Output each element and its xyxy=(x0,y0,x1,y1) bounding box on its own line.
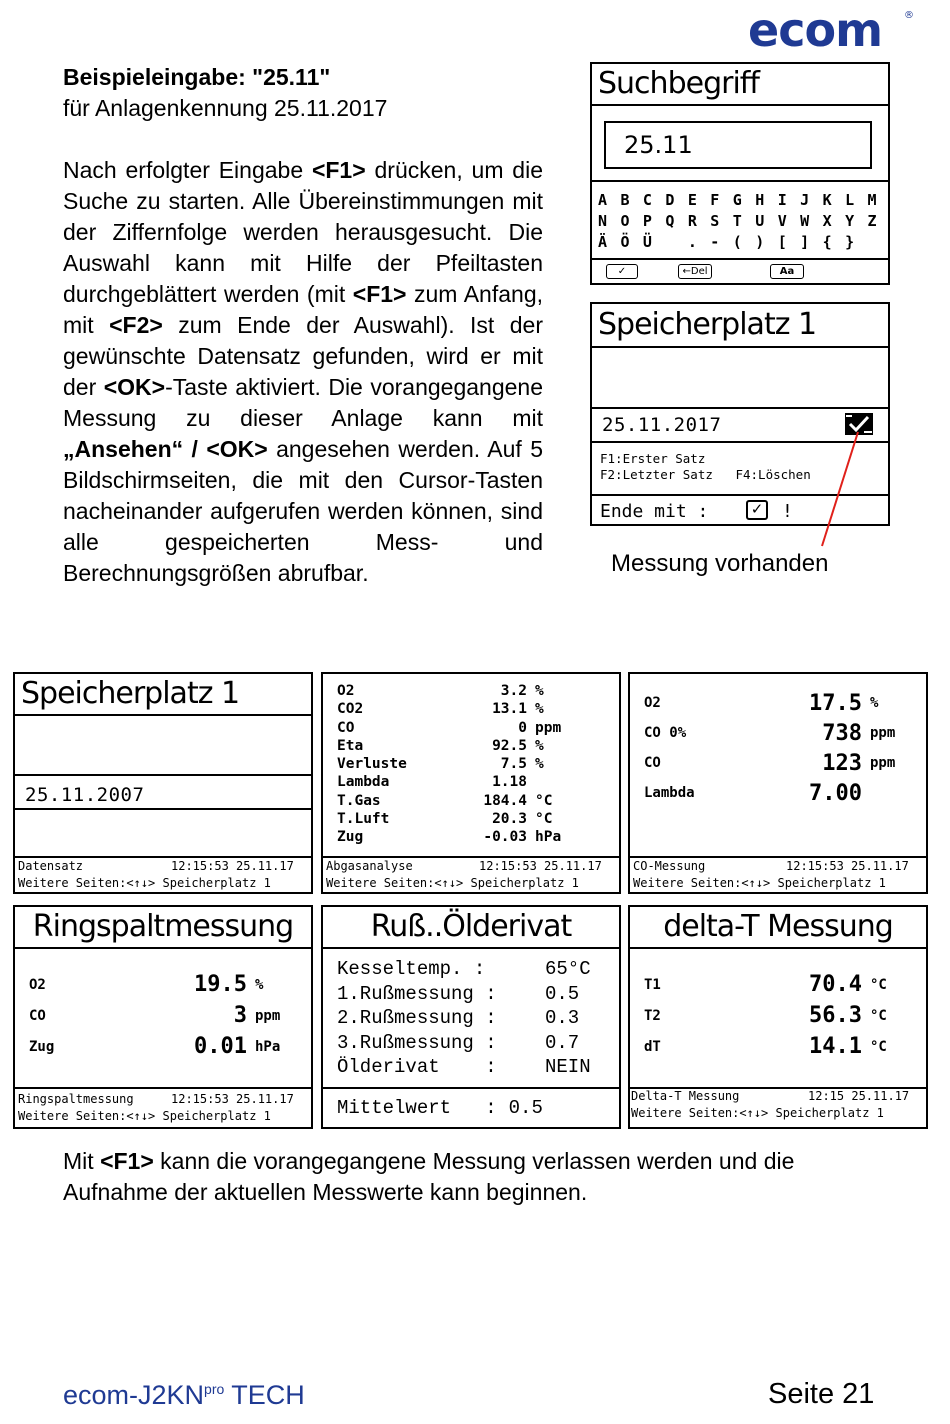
panel-ringspalt-footer-left: Ringspaltmessung xyxy=(18,1092,134,1106)
keyboard-row-1[interactable]: A B C D E F G H I J K L M xyxy=(598,191,879,209)
value-label: T.Luft xyxy=(337,811,390,828)
value-number: 738 xyxy=(822,720,862,746)
value-row xyxy=(337,1006,591,1031)
mittelwert-row xyxy=(337,1097,543,1119)
panel-speicherplatz-footer-nav: Weitere Seiten:<↑↓> Speicherplatz 1 xyxy=(18,876,271,890)
value-label: T1 xyxy=(644,976,661,993)
value-number: 92.5 xyxy=(492,737,527,754)
logo-registered-mark: ® xyxy=(904,10,914,21)
value-number: 7.5 xyxy=(500,756,527,773)
value-label: Lambda xyxy=(337,774,390,791)
value-row xyxy=(337,700,585,718)
value-number: 14.1 xyxy=(809,1034,862,1059)
value-label: O2 xyxy=(644,695,661,711)
confirm-key-icon[interactable]: ✓ xyxy=(606,264,638,279)
value-unit: % xyxy=(535,737,544,754)
value-row xyxy=(644,1000,910,1031)
value-row xyxy=(644,1031,910,1062)
panel-co-footer-time: 12:15:53 25.11.17 xyxy=(786,859,909,873)
value-number: 17.5 xyxy=(809,690,862,716)
speicherplatz-top-title: Speicherplatz 1 xyxy=(598,307,817,342)
value-number: 7.00 xyxy=(809,780,862,806)
value-number: 65°C xyxy=(545,958,591,980)
panel-abgasanalyse-footer-time: 12:15:53 25.11.17 xyxy=(479,859,602,873)
value-unit: °C xyxy=(535,792,553,809)
panel-abgasanalyse xyxy=(321,672,621,894)
case-toggle-key-icon[interactable]: Aa xyxy=(770,264,804,279)
panel-abgasanalyse-footer-left: Abgasanalyse xyxy=(326,859,413,873)
f2-f4-hint: F2:Letzter Satz F4:Löschen xyxy=(600,467,811,482)
value-label: Verluste xyxy=(337,756,407,773)
panel-ringspalt-footer-nav: Weitere Seiten:<↑↓> Speicherplatz 1 xyxy=(18,1109,271,1123)
value-label: CO2 xyxy=(337,701,364,718)
value-row xyxy=(337,1031,591,1056)
panel-speicherplatz xyxy=(13,672,313,894)
value-number: 123 xyxy=(822,750,862,776)
panel-speicherplatz-title: Speicherplatz 1 xyxy=(21,676,240,711)
page-number: Seite 21 xyxy=(768,1378,875,1410)
value-number: 56.3 xyxy=(809,1003,862,1028)
value-unit: °C xyxy=(535,811,553,828)
value-unit: ppm xyxy=(535,719,562,736)
value-number: 0 xyxy=(518,719,527,736)
mittelwert-value: 0.5 xyxy=(508,1097,543,1119)
value-label: Ölderivat : xyxy=(337,1056,497,1078)
value-number: 70.4 xyxy=(809,972,862,997)
panel-co-messung xyxy=(628,672,928,894)
value-number: 0.01 xyxy=(194,1034,247,1059)
value-unit: % xyxy=(535,683,544,699)
value-label: 3.Rußmessung : xyxy=(337,1031,497,1054)
value-row xyxy=(644,969,910,1000)
ecom-logo xyxy=(748,6,918,52)
value-unit: % xyxy=(870,695,879,711)
value-unit: ppm xyxy=(255,1007,281,1024)
value-row xyxy=(337,737,585,755)
f1-hint: F1:Erster Satz xyxy=(600,451,706,466)
value-label: 2.Rußmessung : xyxy=(337,1007,497,1029)
mittelwert-label: Mittelwert : xyxy=(337,1097,497,1119)
value-unit: °C xyxy=(870,1007,887,1024)
suchbegriff-screen xyxy=(590,62,890,285)
value-unit: ppm xyxy=(870,725,896,741)
panel-delta-t-footer-left: Delta-T Messung xyxy=(631,1089,740,1103)
value-unit: ppm xyxy=(870,755,896,771)
delete-key-icon[interactable]: ←Del xyxy=(678,264,712,279)
value-label: dT xyxy=(644,1038,661,1055)
keyboard-row-3[interactable]: Ä Ö Ü . - ( ) [ ] { } xyxy=(598,233,857,251)
value-number: NEIN xyxy=(545,1056,591,1078)
pointer-line xyxy=(800,430,870,550)
value-number: 1.18 xyxy=(492,774,527,791)
panel-delta-t-footer-nav: Weitere Seiten:<↑↓> Speicherplatz 1 xyxy=(631,1106,884,1120)
value-row xyxy=(29,969,295,1000)
ende-exclamation: ! xyxy=(782,501,793,522)
ringspalt-values xyxy=(29,969,295,1062)
panel-ringspalt-footer-time: 12:15:53 25.11.17 xyxy=(171,1092,294,1106)
value-row xyxy=(337,719,585,737)
value-number: 3.2 xyxy=(500,683,527,699)
value-unit: °C xyxy=(870,1038,887,1055)
value-label: Eta xyxy=(337,737,364,754)
value-number: 20.3 xyxy=(492,811,527,828)
value-label: 1.Rußmessung : xyxy=(337,982,497,1005)
panel-russ-oelderivat xyxy=(321,905,621,1129)
speicherplatz-top-date: 25.11.2017 xyxy=(602,414,722,436)
logo-text: ecom xyxy=(748,6,882,52)
value-label: Zug xyxy=(29,1038,55,1055)
check-icon[interactable]: ✓ xyxy=(746,500,768,520)
panel-abgasanalyse-footer-nav: Weitere Seiten:<↑↓> Speicherplatz 1 xyxy=(326,876,579,890)
panel-delta-t xyxy=(628,905,928,1129)
panel-ringspalt-title: Ringspaltmessung xyxy=(32,909,294,944)
value-number: 3 xyxy=(233,1003,247,1028)
value-unit: % xyxy=(535,701,544,718)
panel-speicherplatz-footer-left: Datensatz xyxy=(18,859,84,873)
suchbegriff-title: Suchbegriff xyxy=(598,66,759,101)
value-number: 0.7 xyxy=(545,1031,580,1054)
panel-speicherplatz-date: 25.11.2007 xyxy=(25,784,145,806)
value-row xyxy=(337,810,585,828)
value-row xyxy=(337,957,591,982)
value-row xyxy=(644,748,910,778)
intro-subheading: für Anlagenkennung 25.11.2017 xyxy=(63,95,388,121)
search-input[interactable] xyxy=(604,121,872,169)
search-input-value: 25.11 xyxy=(624,131,693,159)
value-label: O2 xyxy=(337,683,355,699)
value-number: 0.3 xyxy=(545,1007,580,1029)
panel-ringspalt xyxy=(13,905,313,1129)
co-messung-values xyxy=(644,688,910,808)
value-label: T.Gas xyxy=(337,792,381,809)
value-row xyxy=(337,773,585,791)
value-number: 13.1 xyxy=(492,701,527,718)
bottom-paragraph: Mit <F1> kann die vorangegangene Messung verlassen werden und die Aufnahme der aktuellen Messwerte kann beginnen. xyxy=(63,1148,795,1205)
ende-label: Ende mit : xyxy=(600,501,709,522)
value-label: CO xyxy=(337,719,355,736)
value-label: CO 0% xyxy=(644,725,687,741)
panel-co-footer-left: CO-Messung xyxy=(633,859,706,873)
panel-co-footer-nav: Weitere Seiten:<↑↓> Speicherplatz 1 xyxy=(633,876,886,890)
value-row xyxy=(337,828,585,846)
panel-delta-t-footer-time: 12:15 25.11.17 xyxy=(808,1089,910,1103)
value-unit: °C xyxy=(870,976,887,993)
intro-paragraph: Nach erfolgter Eingabe <F1> drücken, um die Suche zu starten. Alle Übereinstimmungen mit der Ziffernfolge werden herausgesucht. Die Auswahl kann mit Hilfe der Pfeiltasten durchgeblättert werden (mit <F1> zum Anfang, mit <F2> zum Ende der Auswahl). Ist der gewünschte Datensatz gefunden, wird er mit der <OK>-Taste aktiviert. Die vorangegangene Messung zu dieser Anlage kann mit „Ansehen“ / <OK> angesehen werden. Auf 5 Bildschirmseiten, die mit den Cursor-Tasten nacheinander aufgerufen werden können, sind alle gespeicherten Mess- und Berechnungsgrößen abrufbar. xyxy=(63,157,544,586)
delta-t-values xyxy=(644,969,910,1062)
value-number: -0.03 xyxy=(483,829,527,846)
value-label: O2 xyxy=(29,976,46,993)
value-unit xyxy=(527,773,585,791)
intro-heading: Beispieleingabe: "25.11" xyxy=(63,64,331,90)
panel-speicherplatz-footer-time: 12:15:53 25.11.17 xyxy=(171,859,294,873)
value-unit xyxy=(862,778,910,808)
value-row xyxy=(644,688,910,718)
value-label: Zug xyxy=(337,829,364,846)
value-label: Lambda xyxy=(644,785,695,801)
value-row xyxy=(337,755,585,773)
value-label: T2 xyxy=(644,1007,661,1024)
value-unit: hPa xyxy=(255,1038,281,1055)
russ-values xyxy=(337,957,591,1080)
value-label: Kesseltemp. : xyxy=(337,958,486,980)
value-label: CO xyxy=(29,1007,46,1024)
value-row xyxy=(29,1000,295,1031)
value-row xyxy=(337,982,591,1007)
messung-vorhanden-caption: Messung vorhanden xyxy=(611,550,829,577)
value-label: CO xyxy=(644,755,661,771)
value-unit: hPa xyxy=(535,829,562,846)
value-row xyxy=(644,778,910,808)
value-number: 19.5 xyxy=(194,972,247,997)
value-number: 184.4 xyxy=(483,792,527,809)
value-row xyxy=(337,1055,591,1080)
value-unit: % xyxy=(255,976,264,993)
abgasanalyse-values xyxy=(337,682,585,847)
value-number: 0.5 xyxy=(545,982,580,1005)
panel-delta-t-title: delta-T Messung xyxy=(663,909,893,944)
keyboard-row-2[interactable]: N O P Q R S T U V W X Y Z xyxy=(598,212,879,230)
value-unit: % xyxy=(535,756,544,773)
panel-russ-title: Ruß..Ölderivat xyxy=(370,909,572,944)
value-row xyxy=(644,718,910,748)
value-row xyxy=(337,792,585,810)
value-row xyxy=(337,682,585,700)
footer-product-name: ecom-$J2KN^{pro}$ TECH xyxy=(63,1380,305,1410)
intro-text xyxy=(63,62,543,589)
value-row xyxy=(29,1031,295,1062)
